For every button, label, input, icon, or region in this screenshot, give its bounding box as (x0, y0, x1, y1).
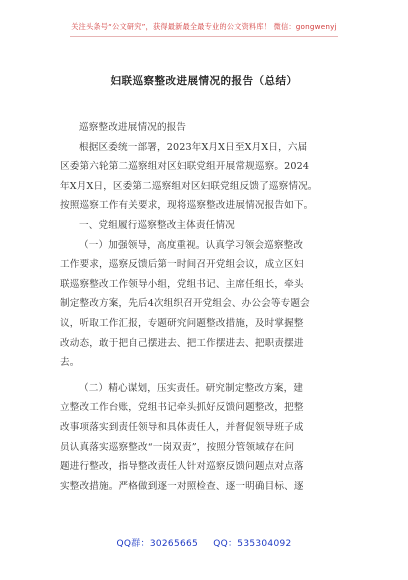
footer-contact (0, 536, 408, 549)
body-line: 议，听取工作汇报，专题研究问题整改措施，及时掌握整 (60, 317, 304, 329)
body-line: 工作要求，巡察反馈后第一时间召开党组会议，成立区妇 (60, 259, 304, 271)
body-line: 区委第六轮第二巡察组对区妇联党组开展常规巡察。2024 (60, 161, 310, 173)
body-line: 按照巡察工作有关要求，现将巡察整改进展情况报告如下。 (60, 200, 314, 212)
body-line: 立整改工作台账，党组书记牵头抓好反馈问题整改，把整 (60, 402, 304, 414)
document-body (60, 118, 354, 496)
body-line: 改事项落实到责任领导和具体责任人，并督促领导班子成 (60, 421, 304, 433)
footer-qq-group: QQ群：30265665 (116, 539, 199, 549)
footer-qq: QQ：535304092 (213, 539, 292, 549)
section-heading: 一、党组履行巡察整改主体责任情况 (79, 219, 235, 231)
body-line: 年X月X日，区委第二巡察组对区妇联党组反馈了巡察情况。 (60, 180, 318, 192)
body-line: （一）加强领导，高度重视。认真学习领会巡察整改 (79, 239, 304, 251)
body-line: 联巡察整改工作领导小组，党组书记、主席任组长，牵头 (60, 278, 304, 290)
body-line: 改动态，敢于把自己摆进去、把工作摆进去、把职责摆进 (60, 337, 304, 349)
body-line: （二）精心谋划，压实责任。研究制定整改方案，建 (79, 382, 304, 394)
body-line: 题进行整改，指导整改责任人针对巡察反馈问题点对点落 (60, 461, 304, 473)
body-line: 根据区委统一部署，2023年X月X日至X月X日，六届 (79, 141, 308, 153)
header-banner: 关注头条号“公文研究”，获得最新最全最专业的公文资料库！ 微信：gongwenyj (71, 22, 337, 31)
body-line: 去。 (60, 357, 80, 369)
intro-heading: 巡察整改进展情况的报告 (79, 122, 187, 133)
header-divider (70, 36, 338, 37)
body-line: 实整改措施。严格做到逐一对照检查、逐一明确目标、逐 (60, 480, 304, 492)
body-line: 员认真落实巡察整改“一岗双责”，按照分管领域存在问 (60, 441, 295, 453)
document-title: 妇联巡察整改进展情况的报告（总结） (110, 75, 298, 87)
body-line: 制定整改方案，先后4次组织召开党组会、办公会等专题会 (60, 298, 310, 310)
